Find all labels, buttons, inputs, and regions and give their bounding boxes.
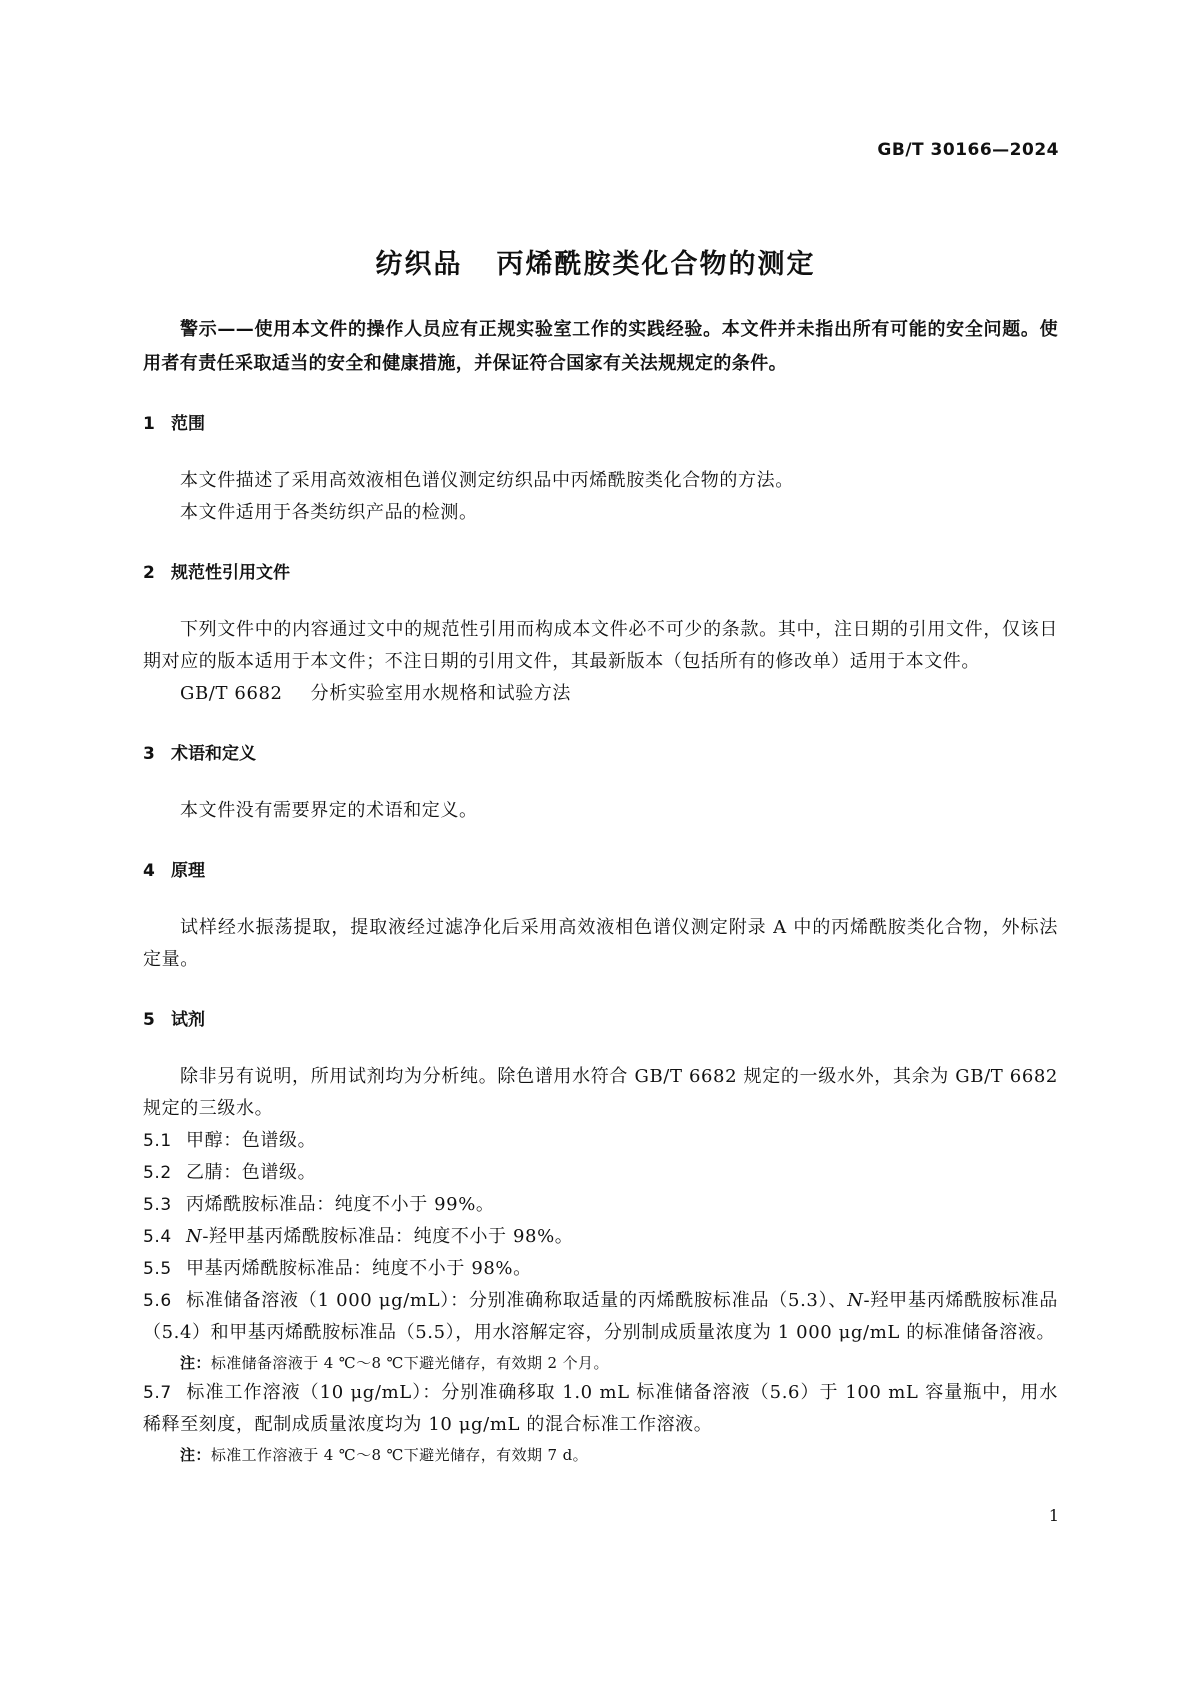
clause-5-4: 5.4 N-羟甲基丙烯酰胺标准品：纯度不小于 98%。	[143, 1226, 574, 1247]
section-1-paragraph-1: 本文件描述了采用高效液相色谱仪测定纺织品中丙烯酰胺类化合物的方法。	[180, 470, 794, 491]
document-title	[0, 242, 1191, 281]
clause-5-5: 5.5 甲基丙烯酰胺标准品：纯度不小于 98%。	[143, 1258, 532, 1279]
warning-paragraph: 警示——使用本文件的操作人员应有正规实验室工作的实践经验。本文件并未指出所有可能的安全问题。使用者有责任采取适当的安全和健康措施，并保证符合国家有关法规规定的条件。	[143, 319, 1058, 374]
section-4-heading: 4 原理	[143, 861, 205, 881]
section-2-paragraph-1: 下列文件中的内容通过文中的规范性引用而构成本文件必不可少的条款。其中，注日期的引用文件，仅该日期对应的版本适用于本文件；不注日期的引用文件，其最新版本（包括所有的修改单）适用于本文件。	[143, 619, 1058, 672]
section-1-heading: 1 范围	[143, 414, 205, 434]
section-2-heading: 2 规范性引用文件	[143, 563, 290, 583]
title-part-2: 丙烯酰胺类化合物的测定	[496, 249, 816, 280]
note-5-7: 注：标准工作溶液于 4 ℃～8 ℃下避光储存，有效期 7 d。	[180, 1446, 589, 1464]
section-5-heading: 5 试剂	[143, 1010, 205, 1030]
section-5-paragraph-1: 除非另有说明，所用试剂均为分析纯。除色谱用水符合 GB/T 6682 规定的一级水外，其余为 GB/T 6682 规定的三级水。	[143, 1066, 1058, 1119]
section-4-paragraph-1: 试样经水振荡提取，提取液经过滤净化后采用高效液相色谱仪测定附录 A 中的丙烯酰胺类化合物，外标法定量。	[143, 917, 1058, 970]
clause-5-1: 5.1 甲醇：色谱级。	[143, 1130, 317, 1151]
document-body	[143, 313, 1058, 1469]
clause-5-3: 5.3 丙烯酰胺标准品：纯度不小于 99%。	[143, 1194, 495, 1215]
clause-5-6: 5.6 标准储备溶液（1 000 μg/mL）：分别准确称取适量的丙烯酰胺标准品（5.3）、N-羟甲基丙烯酰胺标准品（5.4）和甲基丙烯酰胺标准品（5.5），用水溶解定容，分别制成质量浓度为 1 000 μg/mL 的标准储备溶液。	[143, 1290, 1058, 1343]
page-number: 1	[1048, 1506, 1059, 1525]
normative-reference: GB/T 6682 分析实验室用水规格和试验方法	[180, 683, 572, 704]
section-3-heading: 3 术语和定义	[143, 744, 256, 764]
standard-number: GB/T 30166—2024	[877, 140, 1059, 160]
section-1-paragraph-2: 本文件适用于各类纺织产品的检测。	[180, 502, 478, 523]
section-3-paragraph-1: 本文件没有需要界定的术语和定义。	[180, 800, 478, 821]
clause-5-7: 5.7 标准工作溶液（10 μg/mL）：分别准确移取 1.0 mL 标准储备溶液（5.6）于 100 mL 容量瓶中，用水稀释至刻度，配制成质量浓度均为 10 μg/mL 的混合标准工作溶液。	[143, 1382, 1058, 1435]
title-part-1: 纺织品	[375, 249, 463, 280]
note-5-6: 注：标准储备溶液于 4 ℃～8 ℃下避光储存，有效期 2 个月。	[180, 1354, 609, 1372]
clause-5-2: 5.2 乙腈：色谱级。	[143, 1162, 317, 1183]
